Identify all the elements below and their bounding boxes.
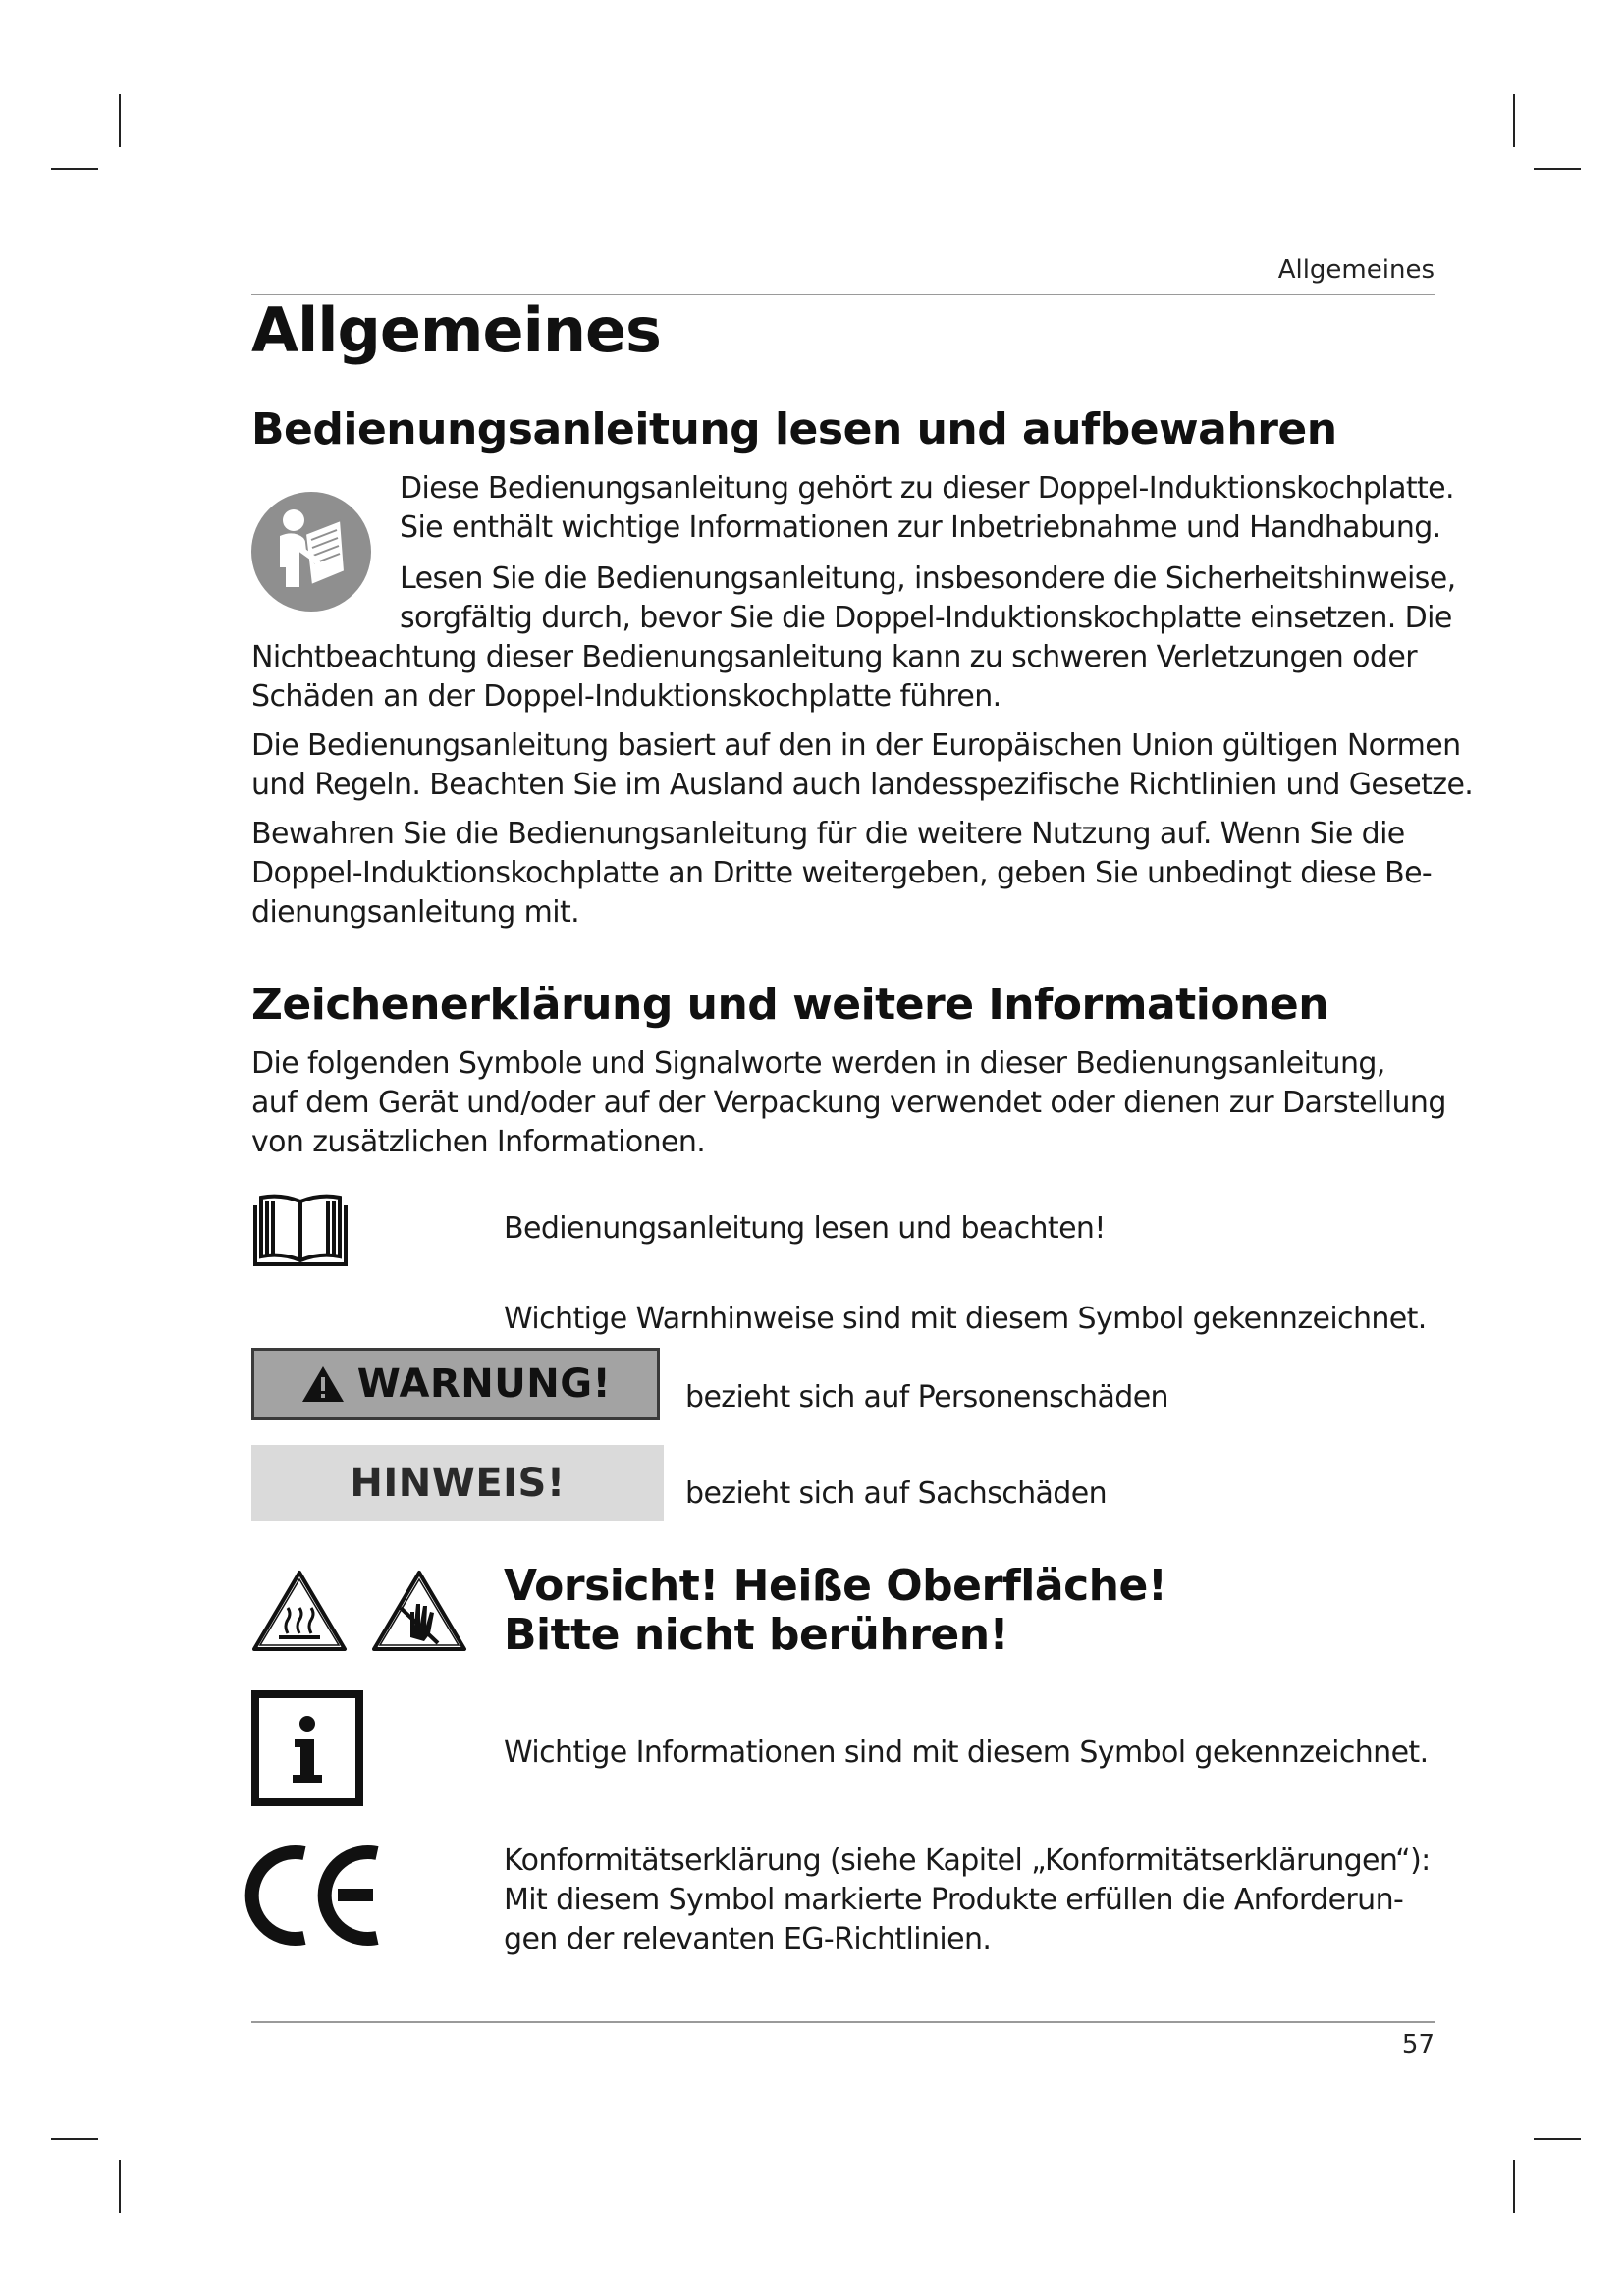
- warning-signal-box: [251, 1348, 660, 1420]
- crop-mark-bottom-right-v: [1513, 2160, 1515, 2213]
- note-signal-box: [251, 1445, 664, 1521]
- page-title: Allgemeines: [251, 294, 661, 366]
- crop-mark-bottom-right-h: [1534, 2138, 1581, 2140]
- section-heading-manual: Bedienungsanleitung lesen und aufbewahren: [251, 404, 1337, 454]
- hot-surface-line1: Vorsicht! Heiße Oberfläche!: [504, 1561, 1167, 1611]
- hot-surface-line2: Bitte nicht berühren!: [504, 1610, 1009, 1660]
- crop-mark-top-right-h: [1534, 168, 1581, 170]
- info-symbol-text: Wichtige Informationen sind mit diesem Symbol gekennzeichnet.: [504, 1735, 1429, 1770]
- page-number: 57: [1401, 2030, 1435, 2059]
- footer-rule: [251, 2021, 1435, 2023]
- running-header: Allgemeines: [1277, 255, 1435, 285]
- paragraph-symbols-intro: Die folgenden Symbole und Signalworte werden in dieser Bedienungsanleitung, auf dem Gerät und/oder auf der Verpackung verwendet oder dienen zur Darstellung von zusätzlichen Informationen.: [251, 1046, 1446, 1159]
- hot-surface-icon: [251, 1569, 348, 1653]
- do-not-touch-icon: [371, 1569, 467, 1653]
- note-meaning-text: bezieht sich auf Sachschäden: [685, 1476, 1108, 1511]
- manual-symbol-text: Bedienungsanleitung lesen und beachten!: [504, 1211, 1106, 1246]
- read-manual-person-icon: [250, 491, 372, 613]
- warning-label: WARNUNG!: [356, 1362, 612, 1407]
- open-book-icon: [251, 1192, 350, 1268]
- crop-mark-bottom-left-v: [119, 2160, 121, 2213]
- paragraph-keep-manual: Bewahren Sie die Bedienungsanleitung für die weitere Nutzung auf. Wenn Sie die Doppel-Induktionskochplatte an Dritte weitergeben, geben Sie unbedingt diese Be- dienungsanleitung mit.: [251, 817, 1433, 930]
- crop-mark-bottom-left-h: [51, 2138, 98, 2140]
- warning-meaning-text: bezieht sich auf Personenschäden: [685, 1380, 1168, 1415]
- paragraph-intro: Diese Bedienungsanleitung gehört zu dieser Doppel-Induktionskochplatte. Sie enthält wichtige Informationen zur Inbetriebnahme und Handhabung.: [400, 471, 1454, 545]
- crop-mark-top-right-v: [1513, 94, 1515, 147]
- section-heading-symbols: Zeichenerklärung und weitere Informationen: [251, 980, 1329, 1030]
- ce-symbol-text: Konformitätserklärung (siehe Kapitel „Konformitätserklärungen“): Mit diesem Symbol markierte Produkte erfüllen die Anforderun- gen der relevanten EG-Richtlinien.: [504, 1843, 1431, 1956]
- paragraph-read-carefully-b: Nichtbeachtung dieser Bedienungsanleitung kann zu schweren Verletzungen oder Schäden an der Doppel-Induktionskochplatte führen.: [251, 640, 1417, 714]
- crop-mark-top-left-v: [119, 94, 121, 147]
- note-label: HINWEIS!: [350, 1460, 566, 1506]
- crop-mark-top-left-h: [51, 168, 98, 170]
- ce-mark-icon: [251, 1845, 387, 1946]
- warning-intro-text: Wichtige Warnhinweise sind mit diesem Symbol gekennzeichnet.: [504, 1302, 1427, 1336]
- paragraph-read-carefully-a: Lesen Sie die Bedienungsanleitung, insbesondere die Sicherheitshinweise, sorgfältig durch, bevor Sie die Doppel-Induktionskochplatte einsetzen. Die: [400, 561, 1456, 635]
- warning-triangle-icon: [300, 1364, 346, 1404]
- paragraph-norms: Die Bedienungsanleitung basiert auf den in der Europäischen Union gültigen Normen und Regeln. Beachten Sie im Ausland auch landesspezifische Richtlinien und Gesetze.: [251, 728, 1474, 802]
- info-icon: [251, 1690, 363, 1806]
